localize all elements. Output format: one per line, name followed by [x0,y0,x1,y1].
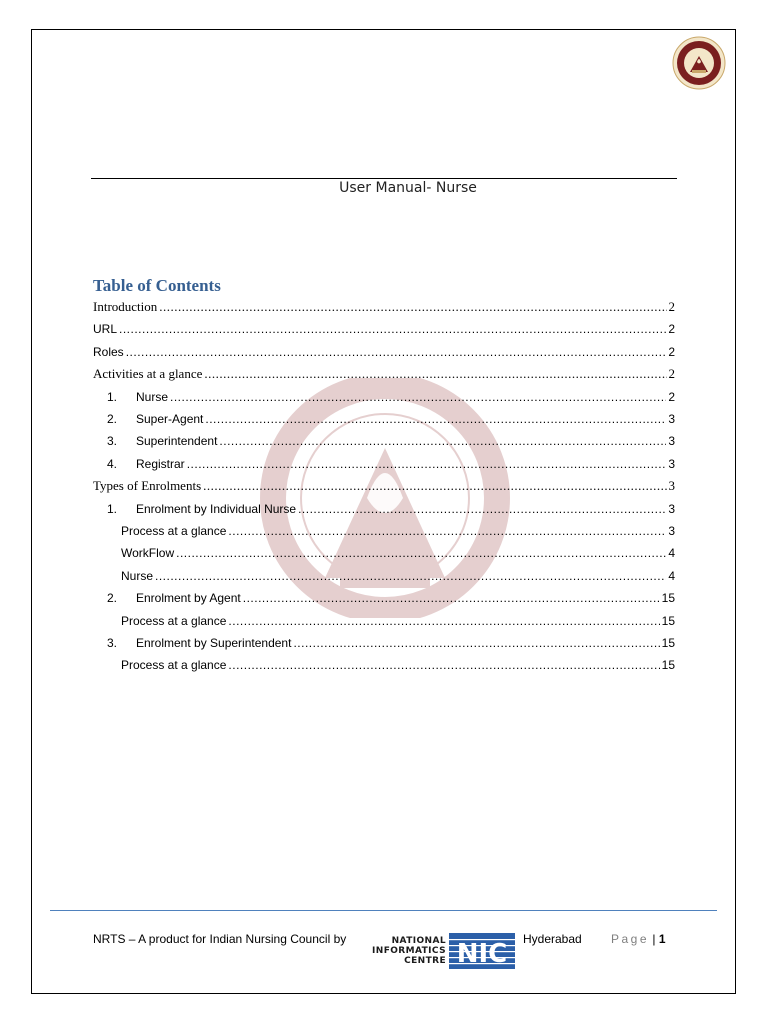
toc-heading: Table of Contents [93,276,221,295]
footer-rule [50,910,717,911]
toc-entry-label: Activities at a glance [93,366,203,382]
toc-entry-number: 1. [107,389,118,404]
footer-city: Hyderabad [523,932,582,946]
toc-entry-label: Process at a glance [121,658,227,673]
toc-dot-leader [119,319,666,339]
toc-entry[interactable] [107,409,675,429]
toc-entry-page: 2 [668,344,675,359]
toc-entry-label: Registrar [136,456,185,471]
toc-dot-leader [170,387,666,407]
toc-entry-page: 3 [668,501,675,516]
toc-dot-leader [126,342,667,362]
nic-line-2: INFORMATICS [372,946,446,956]
toc-dot-leader [243,588,660,608]
toc-entry[interactable] [107,499,675,519]
toc-entry-page: 4 [668,546,675,561]
toc-entry-page: 2 [668,366,675,382]
toc-entry-number: 2. [107,412,118,426]
toc-entry-number: 2. [107,591,118,606]
toc-dot-leader [228,611,659,631]
toc-entry-label: WorkFlow [121,546,175,561]
nic-logo [366,933,518,969]
toc-entry-page: 15 [661,658,675,673]
toc-entry-label: Roles [93,344,124,359]
toc-entry-number: 4. [107,456,118,471]
toc-entry[interactable] [121,566,675,586]
toc-entry-number: 3. [107,636,118,650]
toc-entry-page: 3 [668,412,675,426]
toc-entry-label: Super-Agent [136,412,204,426]
toc-dot-leader [205,409,666,429]
toc-entry-number: 1. [107,501,118,516]
page-separator: | [652,932,656,946]
toc-entry-page: 3 [668,524,675,538]
toc-entry-page: 3 [668,456,675,471]
toc-entry[interactable] [107,633,675,653]
toc-dot-leader [228,521,666,541]
toc-entry-label: Enrolment by Superintendent [136,636,292,650]
toc-entry[interactable] [107,454,675,474]
toc-dot-leader [298,499,666,519]
nic-line-1: NATIONAL [391,936,446,946]
toc-dot-leader [176,543,666,563]
toc-entry-label: Introduction [93,299,158,314]
toc-entry-page: 2 [668,389,675,404]
document-title: User Manual- Nurse [339,180,477,196]
toc-dot-leader [159,297,666,317]
toc-entry-label: Enrolment by Individual Nurse [136,501,297,516]
nic-emblem-icon [449,933,515,969]
toc-entry[interactable] [107,431,675,451]
toc-entry[interactable] [93,364,675,384]
toc-entry-page: 4 [668,568,675,583]
header-rule [91,178,677,179]
toc-entry-page: 2 [668,322,675,337]
toc-entry[interactable] [93,342,675,362]
toc-dot-leader [204,364,666,384]
toc-dot-leader [187,454,667,474]
toc-entry[interactable] [107,588,675,608]
footer-page-number [611,932,666,946]
toc-entry-label: Superintendent [136,434,218,449]
toc-entry-page: 15 [661,613,675,628]
toc-entry-label: Nurse [121,568,154,583]
nic-logo-text: NIC [456,939,508,969]
nic-line-3: CENTRE [404,956,446,966]
toc-dot-leader [293,633,659,653]
toc-entry-page: 3 [668,434,675,449]
page-number: 1 [658,932,666,946]
toc-entry-page: 2 [668,299,675,314]
toc-entry[interactable] [121,655,675,675]
council-emblem-icon [672,36,726,90]
nic-wordmark [366,936,446,966]
footer-product-text: NRTS – A product for Indian Nursing Council by [93,932,347,946]
toc-entry[interactable] [93,297,675,317]
toc-entry[interactable] [93,476,675,496]
toc-dot-leader [155,566,666,586]
toc-entry[interactable] [121,543,675,563]
toc-entry[interactable] [121,521,675,541]
toc-entry-label: Process at a glance [121,524,227,538]
toc-entry-page: 15 [661,591,675,606]
toc-entry-label: Types of Enrolments [93,478,202,494]
toc-entry-page: 3 [668,478,675,494]
toc-entry[interactable] [121,611,675,631]
toc-entry[interactable] [107,387,675,407]
toc-entry-label: URL [93,322,118,337]
toc-entry-label: Process at a glance [121,613,227,628]
toc-dot-leader [228,655,659,675]
toc-entry-number: 3. [107,434,118,449]
toc-dot-leader [203,476,666,496]
toc-entry-label: Nurse [136,389,169,404]
toc-entry-page: 15 [661,636,675,650]
toc-entry[interactable] [93,319,675,339]
toc-entry-label: Enrolment by Agent [136,591,241,606]
toc-dot-leader [219,431,666,451]
page-word: Page [611,932,650,946]
